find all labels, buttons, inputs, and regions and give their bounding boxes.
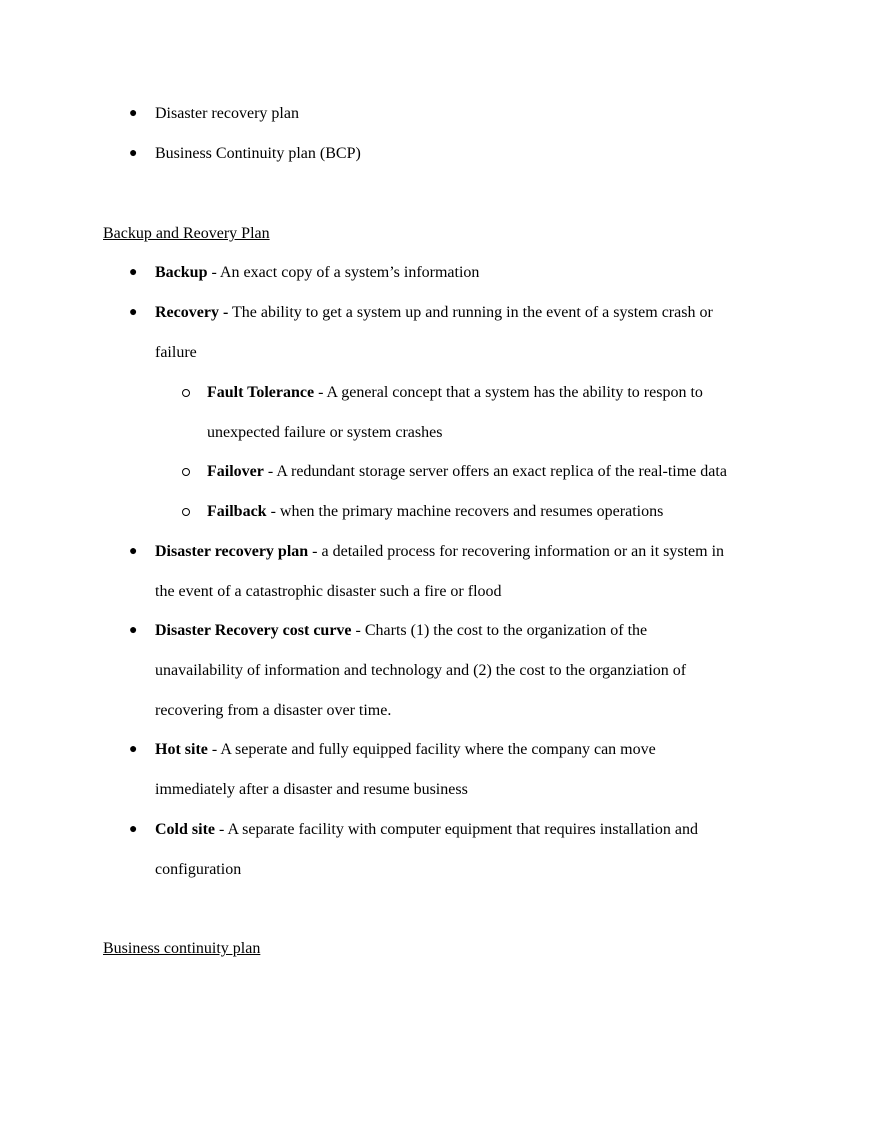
- section-heading-backup: Backup and Reovery Plan: [103, 225, 270, 242]
- definition-cost-curve-cont: unavailability of information and technology and (2) the cost to the organziation of: [155, 662, 687, 679]
- definition-recovery: The ability to get a system up and running in the event of a system crash or: [228, 304, 713, 321]
- bullet-disc-icon: ●: [129, 265, 138, 280]
- bullet-disc-icon: ●: [129, 106, 138, 121]
- list-item-cold-site: [155, 820, 698, 840]
- definition-cost-curve-cont: recovering from a disaster over time.: [155, 702, 392, 719]
- bullet-circle-icon: [182, 389, 190, 397]
- definition-fault-tolerance: - A general concept that a system has the ability to respon to: [314, 384, 703, 401]
- definition-recovery-cont: failure: [155, 344, 197, 361]
- term-fault-tolerance: Fault Tolerance: [207, 384, 315, 401]
- term-failback: Failback: [207, 503, 267, 520]
- list-item-recovery: [155, 303, 713, 323]
- intro-list-item: Disaster recovery plan: [155, 105, 299, 122]
- term-backup: Backup: [155, 264, 208, 281]
- term-disaster-recovery-plan: Disaster recovery plan: [155, 543, 309, 560]
- bullet-disc-icon: ●: [129, 822, 138, 837]
- definition-hot-site-cont: immediately after a disaster and resume business: [155, 781, 468, 798]
- bullet-circle-icon: [182, 468, 190, 476]
- definition-failover: - A redundant storage server offers an exact replica of the real-time data: [263, 463, 727, 480]
- definition-failback: - when the primary machine recovers and resumes operations: [266, 503, 664, 520]
- term-failover: Failover: [207, 463, 264, 480]
- definition-fault-tolerance-cont: unexpected failure or system crashes: [207, 424, 443, 441]
- definition-disaster-recovery-plan: - a detailed process for recovering information or an it system in: [308, 543, 725, 560]
- definition-cold-site: - A separate facility with computer equipment that requires installation and: [215, 821, 698, 838]
- list-item-disaster-recovery-plan: [155, 542, 724, 562]
- intro-list-item: Business Continuity plan (BCP): [155, 145, 361, 162]
- sublist-item-failover: [207, 462, 727, 482]
- bullet-disc-icon: ●: [129, 544, 138, 559]
- section-heading-bcp: Business continuity plan: [103, 940, 261, 957]
- definition-cold-site-cont: configuration: [155, 861, 242, 878]
- sublist-item-failback: [207, 502, 663, 522]
- bullet-disc-icon: ●: [129, 305, 138, 320]
- definition-cost-curve: - Charts (1) the cost to the organization of the: [351, 622, 648, 639]
- list-item-cost-curve: [155, 621, 647, 641]
- list-item-hot-site: [155, 740, 656, 760]
- bullet-disc-icon: ●: [129, 623, 138, 638]
- sublist-item-fault-tolerance: [207, 383, 703, 403]
- bullet-disc-icon: ●: [129, 742, 138, 757]
- term-cost-curve: Disaster Recovery cost curve: [155, 622, 352, 639]
- definition-backup: - An exact copy of a system’s information: [207, 264, 480, 281]
- definition-disaster-recovery-plan-cont: the event of a catastrophic disaster such a fire or flood: [155, 583, 502, 600]
- term-recovery: Recovery -: [155, 304, 229, 321]
- bullet-circle-icon: [182, 508, 190, 516]
- bullet-disc-icon: ●: [129, 146, 138, 161]
- term-cold-site: Cold site: [155, 821, 215, 838]
- definition-hot-site: - A seperate and fully equipped facility where the company can move: [207, 741, 656, 758]
- term-hot-site: Hot site: [155, 741, 208, 758]
- list-item-backup: [155, 263, 479, 283]
